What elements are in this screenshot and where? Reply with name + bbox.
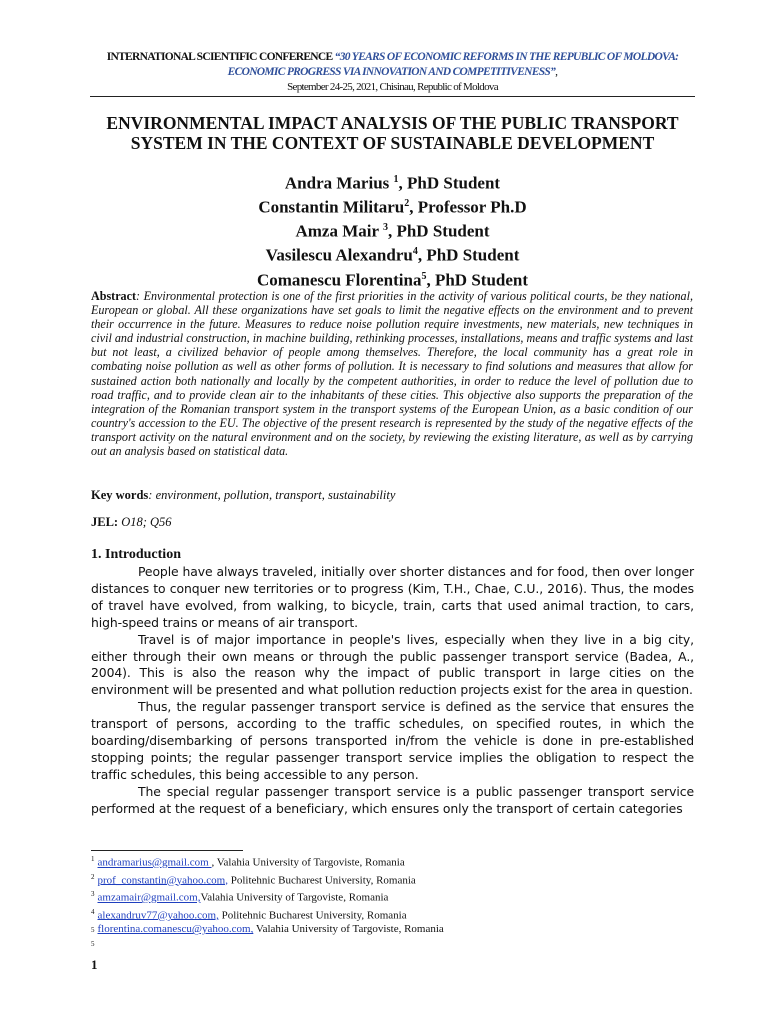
section-body (91, 564, 694, 818)
paragraph: Travel is of major importance in people's lives, especially when they live in a big city, either through their own means or through the public passenger transport service (Badea, A., 2004). This is also the reason why the impact of public transport in large cities on the environment will be presented and what pollution reduction projects exist for the area in question. (91, 631, 694, 698)
footnote-rule (91, 850, 243, 851)
keywords (91, 488, 395, 503)
conference-theme-1: “30 YEARS OF ECONOMIC REFORMS IN THE REPUBLIC OF MOLDOVA: (334, 51, 679, 63)
jel-label: JEL: (91, 515, 119, 529)
abstract (91, 289, 693, 458)
paragraph: People have always traveled, initially over shorter distances and for food, then over longer distances to conquer new territories or to progress (Kim, T.H., Chae, C.U., 2016). Thus, the modes of travel have evolved, from walking, to bicycle, train, carts that used animal traction, to cars, high-speed trains or means of air transport. (91, 564, 694, 630)
author-line: Constantin Militaru$^2$, Professor Ph.D (258, 197, 527, 217)
footnote: $^4$ alexandruv77@yahoo.com, Politehnic Bucharest University, Romania (91, 907, 407, 922)
abstract-text: Environmental protection is one of the first priorities in the activity of various political courts, be they national, European or global. All these organizations have set goals to limit the negative effects on the environment and to prevent their occurrence in the future. Measures to reduce noise pollution require investments, new materials, new techniques in civil and industrial construction, in machine building, rethinking processes, installations, means and traffic systems and last but not least, a civilized behavior of people among themselves. Therefore, the local community has a great role in combating noise pollution as well as other forms of pollution. It is necessary to find solutions and measures that allow for sustained action both nationally and locally by the competent authorities, in order to reduce the level of pollution due to road traffic, and to provide clean air to the inhabitants of these cities. This objective also supports the preparation of the integration of the Romanian transport system in the transport systems of the European Union, as a basic condition of our country's accession to the EU. The objective of the present research is represented by the study of the negative effects of the transport activity on the natural environment and on the society, by reviewing the existing literature, as well as by carrying out an analysis based on statistical data. (91, 289, 693, 459)
page-number: 1 (91, 957, 98, 972)
conference-line-1 (90, 50, 695, 65)
keywords-text: : environment, pollution, transport, sustainability (148, 488, 396, 502)
footnote-email-link[interactable]: amzamair@gmail.com, (97, 891, 201, 904)
jel-text: O18; Q56 (118, 515, 172, 529)
stray-footnote-mark: 5 (91, 940, 95, 948)
author-line: Andra Marius $^1$, PhD Student (284, 173, 501, 193)
paragraph: Thus, the regular passenger transport service is defined as the service that ensures the transport of persons, according to the traffic schedules, on specified routes, in which the boarding/disembarking of persons transported in/from the vehicle is done in pre-established stopping points; the regular passenger transport service implies the obligation to respect the traffic schedules, this being accessible to any person. (91, 699, 694, 782)
conference-theme-tail: , (555, 66, 558, 78)
footnote-email-link[interactable]: florentina.comanescu@yahoo.com, (97, 923, 254, 936)
footnote: $^2$ prof_constantin@yahoo.com, Politehnic Bucharest University, Romania (91, 872, 416, 887)
footnote-email-link[interactable]: andramarius@gmail.com (97, 856, 212, 869)
keywords-label: Key words (91, 488, 149, 502)
conference-header (90, 50, 695, 95)
author-line: Vasilescu Alexandru$^4$, PhD Student (265, 246, 520, 266)
section-heading: 1. Introduction (91, 547, 181, 562)
header-rule (90, 96, 695, 97)
footnote-email-link[interactable]: prof_constantin@yahoo.com, (97, 874, 228, 887)
footnote: 5 florentina.comanescu@yahoo.com, Valahia University of Targoviste, Romania (91, 923, 444, 936)
paragraph: The special regular passenger transport service is a public passenger transport service performed at the request of a beneficiary, which ensures only the transport of certain categories (91, 783, 694, 816)
paper-title: ENVIRONMENTAL IMPACT ANALYSIS OF THE PUBLIC TRANSPORT SYSTEM IN THE CONTEXT OF SUSTAINABLE DEVELOPMENT (106, 113, 679, 153)
abstract-colon: : (136, 289, 141, 303)
conference-date: September 24-25, 2021, Chisinau, Republic of Moldova (287, 81, 498, 93)
footnotes (91, 853, 444, 938)
conference-name: INTERNATIONAL SCIENTIFIC CONFERENCE (106, 51, 333, 63)
conference-line-2 (90, 65, 695, 80)
jel-codes (91, 515, 172, 530)
author-line: Amza Mair $^3$, PhD Student (295, 221, 490, 241)
footnote: $^3$ amzamair@gmail.com,Valahia University of Targoviste, Romania (91, 890, 389, 904)
footnote: $^1$ andramarius@gmail.com , Valahia University of Targoviste, Romania (91, 855, 405, 869)
author-line: Comanescu Florentina$^5$, PhD Student (256, 270, 529, 290)
conference-theme-2: ECONOMIC PROGRESS VIA INNOVATION AND COMPETITIVENESS” (227, 66, 556, 78)
abstract-label: Abstract (91, 289, 137, 303)
footnote-email-link[interactable]: alexandruv77@yahoo.com, (97, 909, 219, 922)
author-list (90, 170, 695, 291)
